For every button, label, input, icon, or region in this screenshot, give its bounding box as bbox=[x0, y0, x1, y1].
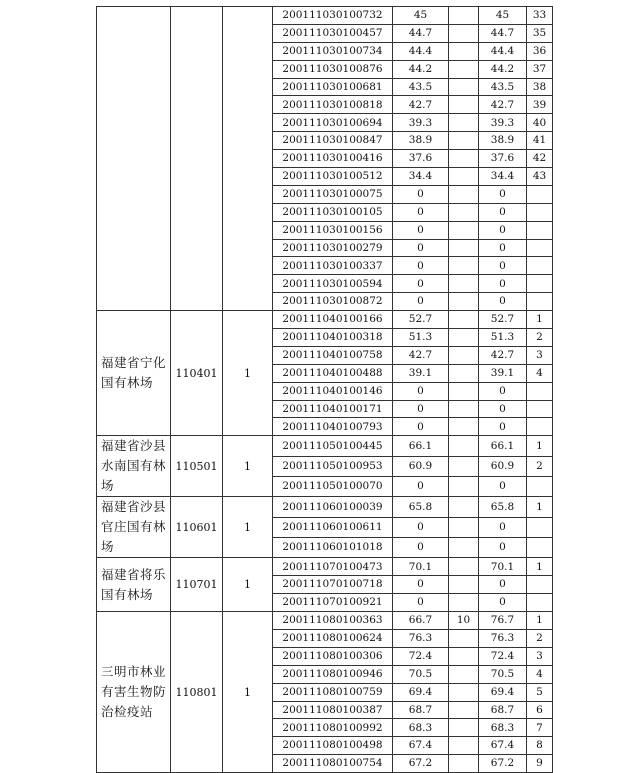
candidate-id-cell: 200111040100488 bbox=[273, 364, 393, 382]
total-score-cell: 0 bbox=[479, 400, 527, 418]
position-code-cell: 110401 bbox=[171, 311, 223, 436]
results-table bbox=[96, 6, 553, 773]
rank-cell: 2 bbox=[527, 456, 553, 476]
bonus-points-cell bbox=[449, 132, 479, 150]
total-score-cell: 44.2 bbox=[479, 60, 527, 78]
candidate-id-cell: 200111030100847 bbox=[273, 132, 393, 150]
bonus-points-cell bbox=[449, 701, 479, 719]
hiring-count-cell: 1 bbox=[223, 558, 273, 612]
rank-cell bbox=[527, 400, 553, 418]
candidate-id-cell: 200111030100279 bbox=[273, 239, 393, 257]
total-score-cell: 0 bbox=[479, 293, 527, 311]
written-score-cell: 72.4 bbox=[393, 647, 449, 665]
table-row bbox=[97, 7, 553, 25]
rank-cell: 1 bbox=[527, 558, 553, 576]
written-score-cell: 0 bbox=[393, 477, 449, 497]
employer-unit-cell: 福建省沙县水南国有林场 bbox=[97, 436, 171, 497]
written-score-cell: 42.7 bbox=[393, 346, 449, 364]
written-score-cell: 67.4 bbox=[393, 737, 449, 755]
written-score-cell: 39.1 bbox=[393, 364, 449, 382]
rank-cell: 40 bbox=[527, 114, 553, 132]
candidate-id-cell: 200111080100754 bbox=[273, 755, 393, 773]
bonus-points-cell bbox=[449, 311, 479, 329]
candidate-id-cell: 200111050100953 bbox=[273, 456, 393, 476]
written-score-cell: 52.7 bbox=[393, 311, 449, 329]
bonus-points-cell bbox=[449, 257, 479, 275]
written-score-cell: 43.5 bbox=[393, 78, 449, 96]
total-score-cell: 38.9 bbox=[479, 132, 527, 150]
employer-unit-cell: 福建省沙县官庄国有林场 bbox=[97, 497, 171, 558]
total-score-cell: 37.6 bbox=[479, 150, 527, 168]
written-score-cell: 0 bbox=[393, 293, 449, 311]
total-score-cell: 0 bbox=[479, 221, 527, 239]
bonus-points-cell bbox=[449, 60, 479, 78]
candidate-id-cell: 200111030100105 bbox=[273, 203, 393, 221]
rank-cell: 4 bbox=[527, 665, 553, 683]
candidate-id-cell: 200111030100512 bbox=[273, 168, 393, 186]
bonus-points-cell bbox=[449, 683, 479, 701]
hiring-count-cell bbox=[223, 7, 273, 311]
total-score-cell: 66.1 bbox=[479, 436, 527, 456]
bonus-points-cell bbox=[449, 538, 479, 558]
candidate-id-cell: 200111070100921 bbox=[273, 594, 393, 612]
bonus-points-cell bbox=[449, 517, 479, 537]
candidate-id-cell: 200111030100732 bbox=[273, 7, 393, 25]
bonus-points-cell bbox=[449, 558, 479, 576]
total-score-cell: 65.8 bbox=[479, 497, 527, 517]
candidate-id-cell: 200111030100734 bbox=[273, 42, 393, 60]
total-score-cell: 42.7 bbox=[479, 96, 527, 114]
rank-cell bbox=[527, 477, 553, 497]
written-score-cell: 0 bbox=[393, 221, 449, 239]
rank-cell: 33 bbox=[527, 7, 553, 25]
candidate-id-cell: 200111060100039 bbox=[273, 497, 393, 517]
candidate-id-cell: 200111080100363 bbox=[273, 612, 393, 630]
total-score-cell: 44.7 bbox=[479, 24, 527, 42]
rank-cell bbox=[527, 221, 553, 239]
bonus-points-cell bbox=[449, 400, 479, 418]
written-score-cell: 0 bbox=[393, 538, 449, 558]
total-score-cell: 0 bbox=[479, 576, 527, 594]
candidate-id-cell: 200111030100457 bbox=[273, 24, 393, 42]
rank-cell: 7 bbox=[527, 719, 553, 737]
bonus-points-cell bbox=[449, 7, 479, 25]
candidate-id-cell: 200111080100759 bbox=[273, 683, 393, 701]
candidate-id-cell: 200111040100758 bbox=[273, 346, 393, 364]
bonus-points-cell bbox=[449, 329, 479, 347]
rank-cell bbox=[527, 418, 553, 436]
employer-unit-cell: 三明市林业有害生物防治检疫站 bbox=[97, 612, 171, 773]
written-score-cell: 45 bbox=[393, 7, 449, 25]
bonus-points-cell bbox=[449, 594, 479, 612]
written-score-cell: 0 bbox=[393, 594, 449, 612]
rank-cell: 2 bbox=[527, 629, 553, 647]
bonus-points-cell bbox=[449, 203, 479, 221]
bonus-points-cell bbox=[449, 497, 479, 517]
rank-cell bbox=[527, 576, 553, 594]
candidate-id-cell: 200111030100156 bbox=[273, 221, 393, 239]
hiring-count-cell: 1 bbox=[223, 311, 273, 436]
bonus-points-cell bbox=[449, 737, 479, 755]
table-row bbox=[97, 311, 553, 329]
rank-cell: 4 bbox=[527, 364, 553, 382]
written-score-cell: 0 bbox=[393, 382, 449, 400]
bonus-points-cell bbox=[449, 346, 479, 364]
total-score-cell: 67.2 bbox=[479, 755, 527, 773]
written-score-cell: 0 bbox=[393, 400, 449, 418]
written-score-cell: 65.8 bbox=[393, 497, 449, 517]
candidate-id-cell: 200111040100146 bbox=[273, 382, 393, 400]
total-score-cell: 45 bbox=[479, 7, 527, 25]
total-score-cell: 68.7 bbox=[479, 701, 527, 719]
rank-cell bbox=[527, 382, 553, 400]
total-score-cell: 43.5 bbox=[479, 78, 527, 96]
candidate-id-cell: 200111040100793 bbox=[273, 418, 393, 436]
bonus-points-cell bbox=[449, 114, 479, 132]
candidate-id-cell: 200111060100611 bbox=[273, 517, 393, 537]
written-score-cell: 0 bbox=[393, 275, 449, 293]
hiring-count-cell: 1 bbox=[223, 436, 273, 497]
candidate-id-cell: 200111050100070 bbox=[273, 477, 393, 497]
bonus-points-cell bbox=[449, 647, 479, 665]
total-score-cell: 0 bbox=[479, 203, 527, 221]
rank-cell: 1 bbox=[527, 612, 553, 630]
written-score-cell: 44.4 bbox=[393, 42, 449, 60]
written-score-cell: 44.2 bbox=[393, 60, 449, 78]
written-score-cell: 34.4 bbox=[393, 168, 449, 186]
rank-cell bbox=[527, 293, 553, 311]
total-score-cell: 39.3 bbox=[479, 114, 527, 132]
rank-cell: 1 bbox=[527, 497, 553, 517]
total-score-cell: 0 bbox=[479, 382, 527, 400]
total-score-cell: 0 bbox=[479, 239, 527, 257]
candidate-id-cell: 200111030100694 bbox=[273, 114, 393, 132]
rank-cell: 1 bbox=[527, 436, 553, 456]
bonus-points-cell bbox=[449, 24, 479, 42]
candidate-id-cell: 200111080100992 bbox=[273, 719, 393, 737]
written-score-cell: 69.4 bbox=[393, 683, 449, 701]
total-score-cell: 0 bbox=[479, 418, 527, 436]
rank-cell: 42 bbox=[527, 150, 553, 168]
candidate-id-cell: 200111040100166 bbox=[273, 311, 393, 329]
candidate-id-cell: 200111080100387 bbox=[273, 701, 393, 719]
total-score-cell: 44.4 bbox=[479, 42, 527, 60]
written-score-cell: 42.7 bbox=[393, 96, 449, 114]
candidate-id-cell: 200111030100876 bbox=[273, 60, 393, 78]
bonus-points-cell bbox=[449, 629, 479, 647]
written-score-cell: 38.9 bbox=[393, 132, 449, 150]
candidate-id-cell: 200111080100306 bbox=[273, 647, 393, 665]
written-score-cell: 0 bbox=[393, 203, 449, 221]
written-score-cell: 0 bbox=[393, 418, 449, 436]
bonus-points-cell bbox=[449, 42, 479, 60]
position-code-cell: 110801 bbox=[171, 612, 223, 773]
rank-cell: 8 bbox=[527, 737, 553, 755]
bonus-points-cell bbox=[449, 576, 479, 594]
bonus-points-cell bbox=[449, 239, 479, 257]
table-row bbox=[97, 497, 553, 517]
total-score-cell: 0 bbox=[479, 185, 527, 203]
candidate-id-cell: 200111030100416 bbox=[273, 150, 393, 168]
candidate-id-cell: 200111040100318 bbox=[273, 329, 393, 347]
total-score-cell: 76.7 bbox=[479, 612, 527, 630]
position-code-cell: 110701 bbox=[171, 558, 223, 612]
rank-cell: 1 bbox=[527, 311, 553, 329]
candidate-id-cell: 200111080100624 bbox=[273, 629, 393, 647]
total-score-cell: 70.1 bbox=[479, 558, 527, 576]
written-score-cell: 70.1 bbox=[393, 558, 449, 576]
total-score-cell: 0 bbox=[479, 275, 527, 293]
bonus-points-cell bbox=[449, 436, 479, 456]
candidate-id-cell: 200111030100872 bbox=[273, 293, 393, 311]
rank-cell bbox=[527, 594, 553, 612]
bonus-points-cell: 10 bbox=[449, 612, 479, 630]
table-row bbox=[97, 558, 553, 576]
candidate-id-cell: 200111080100946 bbox=[273, 665, 393, 683]
written-score-cell: 0 bbox=[393, 576, 449, 594]
rank-cell bbox=[527, 257, 553, 275]
written-score-cell: 76.3 bbox=[393, 629, 449, 647]
candidate-id-cell: 200111050100445 bbox=[273, 436, 393, 456]
hiring-count-cell: 1 bbox=[223, 612, 273, 773]
position-code-cell: 110501 bbox=[171, 436, 223, 497]
candidate-id-cell: 200111040100171 bbox=[273, 400, 393, 418]
rank-cell: 37 bbox=[527, 60, 553, 78]
bonus-points-cell bbox=[449, 364, 479, 382]
written-score-cell: 66.7 bbox=[393, 612, 449, 630]
rank-cell: 3 bbox=[527, 647, 553, 665]
results-table-body bbox=[97, 7, 553, 773]
bonus-points-cell bbox=[449, 168, 479, 186]
bonus-points-cell bbox=[449, 150, 479, 168]
total-score-cell: 70.5 bbox=[479, 665, 527, 683]
candidate-id-cell: 200111070100473 bbox=[273, 558, 393, 576]
rank-cell: 3 bbox=[527, 346, 553, 364]
rank-cell bbox=[527, 275, 553, 293]
bonus-points-cell bbox=[449, 78, 479, 96]
bonus-points-cell bbox=[449, 755, 479, 773]
hiring-count-cell: 1 bbox=[223, 497, 273, 558]
total-score-cell: 42.7 bbox=[479, 346, 527, 364]
table-row bbox=[97, 436, 553, 456]
candidate-id-cell: 200111070100718 bbox=[273, 576, 393, 594]
candidate-id-cell: 200111080100498 bbox=[273, 737, 393, 755]
total-score-cell: 0 bbox=[479, 477, 527, 497]
total-score-cell: 67.4 bbox=[479, 737, 527, 755]
bonus-points-cell bbox=[449, 293, 479, 311]
rank-cell: 9 bbox=[527, 755, 553, 773]
total-score-cell: 52.7 bbox=[479, 311, 527, 329]
rank-cell: 39 bbox=[527, 96, 553, 114]
written-score-cell: 51.3 bbox=[393, 329, 449, 347]
total-score-cell: 0 bbox=[479, 257, 527, 275]
rank-cell: 6 bbox=[527, 701, 553, 719]
written-score-cell: 68.7 bbox=[393, 701, 449, 719]
rank-cell: 5 bbox=[527, 683, 553, 701]
total-score-cell: 68.3 bbox=[479, 719, 527, 737]
written-score-cell: 39.3 bbox=[393, 114, 449, 132]
written-score-cell: 37.6 bbox=[393, 150, 449, 168]
position-code-cell bbox=[171, 7, 223, 311]
total-score-cell: 72.4 bbox=[479, 647, 527, 665]
rank-cell bbox=[527, 185, 553, 203]
rank-cell bbox=[527, 538, 553, 558]
rank-cell: 35 bbox=[527, 24, 553, 42]
total-score-cell: 39.1 bbox=[479, 364, 527, 382]
bonus-points-cell bbox=[449, 456, 479, 476]
employer-unit-cell bbox=[97, 7, 171, 311]
written-score-cell: 0 bbox=[393, 239, 449, 257]
written-score-cell: 0 bbox=[393, 517, 449, 537]
candidate-id-cell: 200111030100075 bbox=[273, 185, 393, 203]
rank-cell bbox=[527, 203, 553, 221]
total-score-cell: 60.9 bbox=[479, 456, 527, 476]
candidate-id-cell: 200111030100681 bbox=[273, 78, 393, 96]
total-score-cell: 76.3 bbox=[479, 629, 527, 647]
written-score-cell: 67.2 bbox=[393, 755, 449, 773]
bonus-points-cell bbox=[449, 719, 479, 737]
total-score-cell: 0 bbox=[479, 538, 527, 558]
bonus-points-cell bbox=[449, 418, 479, 436]
written-score-cell: 60.9 bbox=[393, 456, 449, 476]
rank-cell bbox=[527, 239, 553, 257]
employer-unit-cell: 福建省宁化国有林场 bbox=[97, 311, 171, 436]
written-score-cell: 0 bbox=[393, 185, 449, 203]
candidate-id-cell: 200111060101018 bbox=[273, 538, 393, 558]
rank-cell: 36 bbox=[527, 42, 553, 60]
written-score-cell: 70.5 bbox=[393, 665, 449, 683]
candidate-id-cell: 200111030100594 bbox=[273, 275, 393, 293]
rank-cell: 41 bbox=[527, 132, 553, 150]
total-score-cell: 0 bbox=[479, 594, 527, 612]
rank-cell: 43 bbox=[527, 168, 553, 186]
bonus-points-cell bbox=[449, 221, 479, 239]
written-score-cell: 0 bbox=[393, 257, 449, 275]
written-score-cell: 68.3 bbox=[393, 719, 449, 737]
rank-cell: 38 bbox=[527, 78, 553, 96]
employer-unit-cell: 福建省将乐国有林场 bbox=[97, 558, 171, 612]
candidate-id-cell: 200111030100337 bbox=[273, 257, 393, 275]
rank-cell: 2 bbox=[527, 329, 553, 347]
total-score-cell: 69.4 bbox=[479, 683, 527, 701]
bonus-points-cell bbox=[449, 185, 479, 203]
total-score-cell: 34.4 bbox=[479, 168, 527, 186]
written-score-cell: 44.7 bbox=[393, 24, 449, 42]
bonus-points-cell bbox=[449, 275, 479, 293]
bonus-points-cell bbox=[449, 665, 479, 683]
rank-cell bbox=[527, 517, 553, 537]
bonus-points-cell bbox=[449, 477, 479, 497]
position-code-cell: 110601 bbox=[171, 497, 223, 558]
bonus-points-cell bbox=[449, 96, 479, 114]
total-score-cell: 51.3 bbox=[479, 329, 527, 347]
written-score-cell: 66.1 bbox=[393, 436, 449, 456]
candidate-id-cell: 200111030100818 bbox=[273, 96, 393, 114]
bonus-points-cell bbox=[449, 382, 479, 400]
total-score-cell: 0 bbox=[479, 517, 527, 537]
table-row bbox=[97, 612, 553, 630]
